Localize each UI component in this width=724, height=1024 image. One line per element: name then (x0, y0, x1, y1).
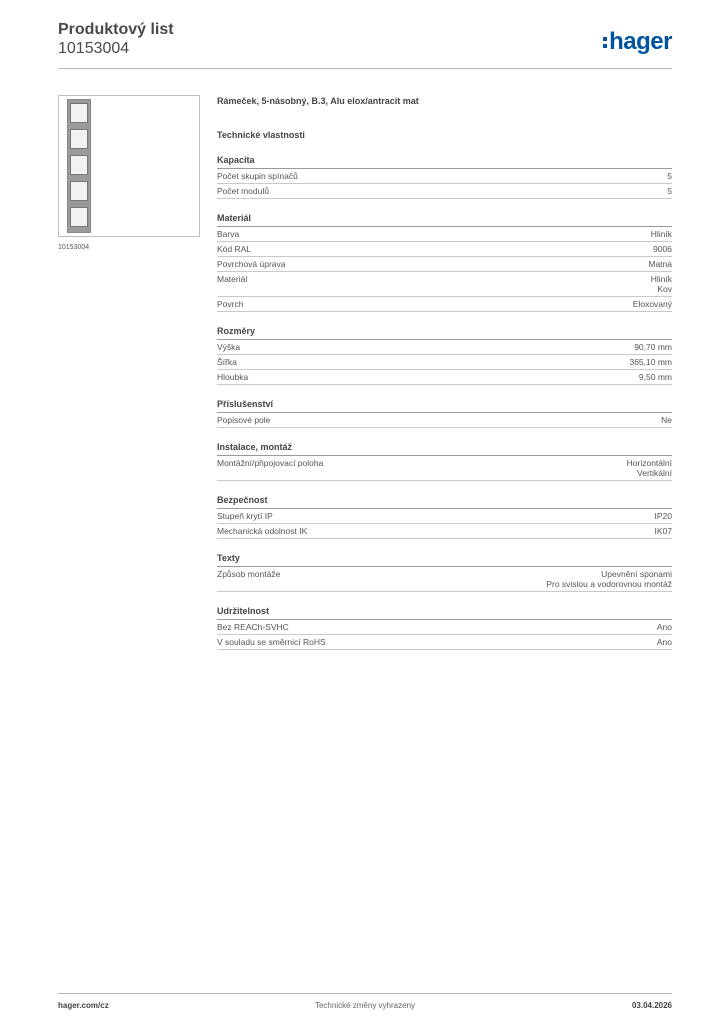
spec-row (217, 169, 672, 184)
spec-group (217, 495, 672, 539)
spec-value-line: Horizontální (626, 458, 672, 468)
frame-slot (70, 181, 88, 201)
spec-value-line: 90,70 mm (634, 342, 672, 352)
spec-value-line: Matná (648, 259, 672, 269)
spec-value-line: Upevnění sponami (601, 569, 672, 579)
spec-group (217, 606, 672, 650)
spec-value (655, 511, 673, 521)
spec-value (633, 299, 672, 309)
spec-value-line: Kov (657, 284, 672, 294)
frame-slot (70, 129, 88, 149)
spec-group (217, 442, 672, 481)
spec-value (661, 415, 672, 425)
product-details (217, 96, 672, 650)
spec-label: Stupeň krytí IP (217, 511, 273, 521)
footer-date: 03.04.2026 (631, 1001, 672, 1010)
footer-notice: Technické změny vyhrazeny (314, 1001, 416, 1010)
spec-group-title: Kapacita (217, 155, 672, 169)
product-name: Rámeček, 5-násobný, B.3, Alu elox/antracit mat (217, 96, 419, 106)
spec-value-line: Ne (661, 415, 672, 425)
spec-value-line: IP20 (654, 511, 672, 521)
spec-value-line: IK07 (654, 526, 672, 536)
hager-logo (603, 28, 672, 56)
spec-value (657, 622, 672, 632)
logo-dots-icon (603, 37, 607, 48)
spec-row (217, 184, 672, 199)
spec-group (217, 213, 672, 312)
spec-group-title: Instalace, montáž (217, 442, 672, 456)
product-image (58, 95, 200, 237)
spec-group (217, 155, 672, 199)
page-header (58, 20, 672, 68)
spec-value (651, 274, 672, 294)
spec-row (217, 227, 672, 242)
spec-label: Barva (217, 229, 240, 239)
spec-value-line: Hliník (650, 274, 672, 284)
spec-value-line: 9,50 mm (638, 372, 672, 382)
spec-groups (217, 155, 672, 650)
image-caption: 10153004 (58, 244, 90, 251)
spec-group (217, 399, 672, 428)
spec-value (657, 637, 672, 647)
spec-value-line: Eloxovaný (632, 299, 672, 309)
spec-value-line: 365,10 mm (629, 357, 672, 367)
spec-value (627, 458, 672, 478)
spec-row (217, 257, 672, 272)
spec-value-line: Ano (656, 637, 672, 647)
tech-heading: Technické vlastnosti (217, 130, 305, 140)
spec-value (651, 229, 672, 239)
header-divider (58, 68, 672, 69)
frame-5-gang-icon (67, 99, 91, 233)
spec-group-title: Materiál (217, 213, 672, 227)
spec-label: Popisové pole (217, 415, 271, 425)
spec-label: Montážní/připojovací poloha (217, 458, 324, 468)
spec-row (217, 355, 672, 370)
spec-value (634, 342, 672, 352)
spec-label: Materiál (217, 274, 248, 284)
spec-value-line: Vertikální (637, 468, 672, 478)
product-number: 10153004 (58, 40, 130, 57)
spec-value-line: 5 (667, 171, 672, 181)
spec-value (546, 569, 672, 589)
spec-row (217, 370, 672, 385)
frame-slot (70, 155, 88, 175)
spec-group-title: Bezpečnost (217, 495, 672, 509)
spec-label: Šířka (217, 357, 237, 367)
spec-row (217, 635, 672, 650)
spec-label: Způsob montáže (217, 569, 281, 579)
page-footer (58, 997, 672, 1011)
spec-row (217, 413, 672, 428)
logo-text: hager (609, 28, 672, 55)
spec-value (653, 244, 672, 254)
spec-value-line: Ano (656, 622, 672, 632)
spec-group (217, 326, 672, 385)
spec-row (217, 524, 672, 539)
spec-label: Mechanická odolnost IK (217, 526, 308, 536)
spec-group-title: Příslušenství (217, 399, 672, 413)
spec-row (217, 242, 672, 257)
spec-label: Počet modulů (217, 186, 269, 196)
footer-website[interactable]: hager.com/cz (58, 1001, 109, 1010)
spec-row (217, 620, 672, 635)
spec-value (629, 357, 672, 367)
spec-label: Povrchová úprava (217, 259, 286, 269)
spec-row (217, 567, 672, 592)
spec-label: Povrch (217, 299, 244, 309)
spec-label: Bez REACh-SVHC (217, 622, 289, 632)
footer-divider (58, 993, 672, 994)
spec-value-line: 5 (667, 186, 672, 196)
spec-group-title: Udržitelnost (217, 606, 672, 620)
spec-group-title: Texty (217, 553, 672, 567)
spec-label: Výška (217, 342, 241, 352)
spec-row (217, 509, 672, 524)
frame-slot (70, 103, 88, 123)
spec-label: Počet skupin spínačů (217, 171, 298, 181)
spec-label: Kód RAL (217, 244, 252, 254)
page-title: Produktový list (58, 21, 174, 38)
spec-label: Hloubka (217, 372, 249, 382)
spec-value-line: 9006 (653, 244, 672, 254)
spec-value (667, 186, 672, 196)
spec-value-line: Hliník (650, 229, 672, 239)
frame-slot (70, 207, 88, 227)
spec-value-line: Pro svislou a vodorovnou montáž (546, 579, 672, 589)
spec-group (217, 553, 672, 592)
spec-row (217, 456, 672, 481)
spec-value (655, 526, 673, 536)
spec-value (639, 372, 672, 382)
spec-row (217, 272, 672, 297)
spec-label: V souladu se směrnicí RoHS (217, 637, 326, 647)
spec-row (217, 297, 672, 312)
spec-group-title: Rozměry (217, 326, 672, 340)
spec-value (667, 171, 672, 181)
spec-row (217, 340, 672, 355)
spec-value (648, 259, 672, 269)
